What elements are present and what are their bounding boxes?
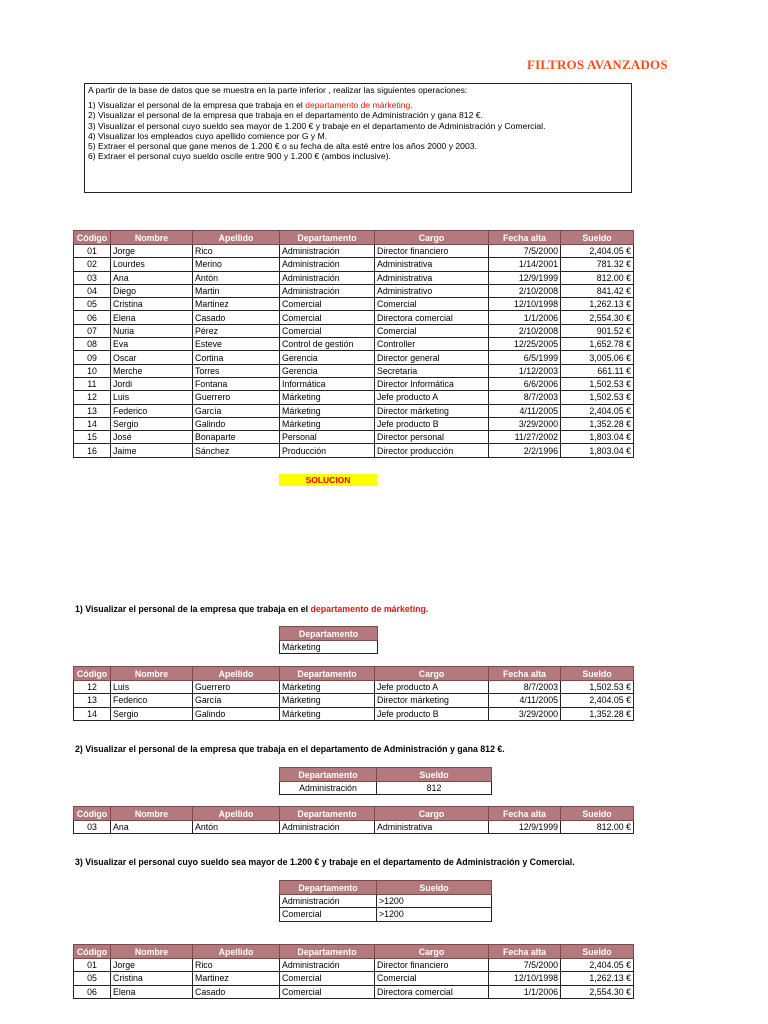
cell-fecha-alta[interactable]: 3/29/2000 [489,707,561,720]
cell-nombre[interactable]: Elena [111,985,193,998]
cell-codigo[interactable]: 12 [74,681,111,694]
cell-cargo[interactable]: Administrativa [375,271,489,284]
employee-database-table [73,230,634,458]
header-sueldo[interactable]: Sueldo [561,231,634,245]
header-fecha-alta[interactable]: Fecha alta [489,667,561,681]
cell-departamento[interactable]: Administración [280,245,375,258]
table-row [74,972,634,985]
cell-codigo[interactable]: 03 [74,821,111,834]
cell-codigo[interactable]: 08 [74,338,111,351]
header-codigo[interactable]: Código [74,231,111,245]
header-departamento[interactable]: Departamento [280,667,375,681]
cell-departamento[interactable]: Informática [280,377,375,390]
cell-departamento[interactable]: Márketing [280,417,375,430]
cell-cargo[interactable]: Directora comercial [375,311,489,324]
cell-fecha-alta[interactable]: 12/10/1998 [489,298,561,311]
cell-nombre[interactable]: Merche [111,364,193,377]
cell-fecha-alta[interactable]: 3/29/2000 [489,417,561,430]
cell-codigo[interactable]: 03 [74,271,111,284]
cell-apellido[interactable]: Esteve [193,338,280,351]
header-apellido[interactable]: Apellido [193,807,280,821]
cell-nombre[interactable]: Diego [111,284,193,297]
cell-apellido[interactable]: Torres [193,364,280,377]
cell-codigo[interactable]: 10 [74,364,111,377]
instruction-2: 2) Visualizar el personal de la empresa que trabaja en el departamento de Administración y gana 812 €. [88,110,483,121]
cell-sueldo[interactable]: 1,502.53 € [561,391,634,404]
table-row [74,338,634,351]
table-row [74,404,634,417]
cell-nombre[interactable]: Ana [111,821,193,834]
cell-apellido[interactable]: Martinez [193,972,280,985]
cell-codigo[interactable]: 13 [74,404,111,417]
cell-codigo[interactable]: 05 [74,298,111,311]
cell-apellido[interactable]: Martinez [193,298,280,311]
cell-nombre[interactable]: Jorge [111,959,193,972]
cell-fecha-alta[interactable]: 12/25/2005 [489,338,561,351]
cell-nombre[interactable]: Ana [111,271,193,284]
criteria-cell[interactable]: Administración [280,782,377,795]
cell-cargo[interactable]: Director financiero [375,245,489,258]
cell-codigo[interactable]: 12 [74,391,111,404]
cell-codigo[interactable]: 14 [74,707,111,720]
table-header-row [74,667,634,681]
table-row [74,377,634,390]
cell-sueldo[interactable]: 1,262.13 € [561,972,634,985]
cell-apellido[interactable]: Rico [193,959,280,972]
cell-cargo[interactable]: Directora comercial [375,985,489,998]
cell-sueldo[interactable]: 2,404.05 € [561,245,634,258]
cell-nombre[interactable]: Sergio [111,707,193,720]
header-departamento[interactable]: Departamento [280,945,375,959]
cell-cargo[interactable]: Jefe producto A [375,391,489,404]
table-row [74,431,634,444]
cell-cargo[interactable]: Controller [375,338,489,351]
criteria-cell[interactable]: Comercial [280,908,377,921]
cell-fecha-alta[interactable]: 2/2/1996 [489,444,561,457]
header-nombre[interactable]: Nombre [111,807,193,821]
cell-nombre[interactable]: Federico [111,404,193,417]
cell-apellido[interactable]: Merino [193,258,280,271]
cell-nombre[interactable]: Sergio [111,417,193,430]
cell-nombre[interactable]: Elena [111,311,193,324]
header-codigo[interactable]: Código [74,667,111,681]
criteria-header: Departamento [280,768,377,782]
table-header-row [74,231,634,245]
cell-cargo[interactable]: Jefe producto A [375,681,489,694]
cell-departamento[interactable]: Comercial [280,985,375,998]
cell-codigo[interactable]: 15 [74,431,111,444]
criteria-cell[interactable]: >1200 [377,895,492,908]
cell-fecha-alta[interactable]: 6/5/1999 [489,351,561,364]
header-cargo[interactable]: Cargo [375,807,489,821]
q3-result-table [73,944,634,999]
criteria-header: Departamento [280,881,377,895]
criteria-header: Sueldo [377,881,492,895]
cell-sueldo[interactable]: 2,404.05 € [561,959,634,972]
cell-fecha-alta[interactable]: 8/7/2003 [489,391,561,404]
cell-nombre[interactable]: Jaime [111,444,193,457]
header-departamento[interactable]: Departamento [280,231,375,245]
cell-departamento[interactable]: Administración [280,271,375,284]
table-row [74,985,634,998]
cell-cargo[interactable]: Administrativo [375,284,489,297]
cell-cargo[interactable]: Administrativa [375,258,489,271]
cell-cargo[interactable]: Director general [375,351,489,364]
cell-departamento[interactable]: Comercial [280,311,375,324]
cell-apellido[interactable]: Fontana [193,377,280,390]
instruction-1 [88,100,628,110]
header-apellido[interactable]: Apellido [193,231,280,245]
page-title: FILTROS AVANZADOS [527,57,668,72]
cell-nombre[interactable]: Luis [111,681,193,694]
criteria-cell[interactable]: Administración [280,895,377,908]
header-apellido[interactable]: Apellido [193,667,280,681]
cell-codigo[interactable]: 13 [74,694,111,707]
cell-codigo[interactable]: 07 [74,324,111,337]
cell-cargo[interactable]: Jefe producto B [375,707,489,720]
cell-sueldo[interactable]: 2,404.05 € [561,404,634,417]
cell-cargo[interactable]: Comercial [375,324,489,337]
cell-codigo[interactable]: 06 [74,985,111,998]
header-fecha-alta[interactable]: Fecha alta [489,807,561,821]
cell-cargo[interactable]: Administrativa [375,821,489,834]
cell-sueldo[interactable]: 661.11 € [561,364,634,377]
header-codigo[interactable]: Código [74,945,111,959]
cell-departamento[interactable]: Comercial [280,972,375,985]
q1-criteria-table [279,626,378,654]
cell-departamento[interactable]: Márketing [280,694,375,707]
cell-sueldo[interactable]: 2,404.05 € [561,694,634,707]
cell-sueldo[interactable]: 2,554.30 € [561,311,634,324]
criteria-cell[interactable]: >1200 [377,908,492,921]
criteria-row [280,908,492,921]
table-row [74,311,634,324]
table-row [74,444,634,457]
cell-fecha-alta[interactable]: 1/1/2006 [489,985,561,998]
cell-codigo[interactable]: 16 [74,444,111,457]
cell-departamento[interactable]: Comercial [280,324,375,337]
table-row [74,417,634,430]
cell-departamento[interactable]: Márketing [280,707,375,720]
cell-apellido[interactable]: Sánchez [193,444,280,457]
cell-sueldo[interactable]: 3,005.06 € [561,351,634,364]
cell-departamento[interactable]: Producción [280,444,375,457]
cell-fecha-alta[interactable]: 2/10/2008 [489,284,561,297]
header-codigo[interactable]: Código [74,807,111,821]
header-nombre[interactable]: Nombre [111,231,193,245]
cell-fecha-alta[interactable]: 7/5/2000 [489,245,561,258]
cell-nombre[interactable]: Jorge [111,245,193,258]
cell-departamento[interactable]: Personal [280,431,375,444]
table-row [74,258,634,271]
q2-result-table [73,806,634,834]
table-row [74,351,634,364]
cell-codigo[interactable]: 06 [74,311,111,324]
table-row [74,284,634,297]
cell-fecha-alta[interactable]: 12/10/1998 [489,972,561,985]
cell-departamento[interactable]: Gerencia [280,351,375,364]
solucion-label: SOLUCION [279,474,377,486]
table-row [74,694,634,707]
criteria-cell[interactable]: Márketing [280,641,378,654]
cell-departamento[interactable]: Administración [280,284,375,297]
cell-fecha-alta[interactable]: 4/11/2005 [489,404,561,417]
cell-nombre[interactable]: Eva [111,338,193,351]
cell-codigo[interactable]: 11 [74,377,111,390]
cell-sueldo[interactable]: 841.42 € [561,284,634,297]
cell-cargo[interactable]: Comercial [375,298,489,311]
table-row [74,298,634,311]
cell-fecha-alta[interactable]: 1/14/2001 [489,258,561,271]
q1-title [75,604,428,614]
cell-fecha-alta[interactable]: 6/6/2006 [489,377,561,390]
cell-fecha-alta[interactable]: 2/10/2008 [489,324,561,337]
instructions-intro: A partir de la base de datos que se muestra en la parte inferior , realizar las siguientes operaciones: [88,85,468,95]
instruction-3: 3) Visualizar el personal cuyo sueldo sea mayor de 1.200 € y trabaje en el departamento de Administración y Comercial. [88,120,546,131]
cell-apellido[interactable]: Guerrero [193,681,280,694]
cell-nombre[interactable]: Luis [111,391,193,404]
cell-sueldo[interactable]: 1,352.28 € [561,417,634,430]
cell-fecha-alta[interactable]: 11/27/2002 [489,431,561,444]
cell-apellido[interactable]: Guerrero [193,391,280,404]
table-header-row [74,945,634,959]
cell-apellido[interactable]: Cortina [193,351,280,364]
cell-nombre[interactable]: Lourdes [111,258,193,271]
q1-result-table [73,666,634,721]
instruction-4: 4) Visualizar los empleados cuyo apellido comience por G y M. [88,130,328,141]
cell-cargo[interactable]: Comercial [375,972,489,985]
cell-codigo[interactable]: 14 [74,417,111,430]
instruction-1-highlight: departamento de márketing. [305,100,413,111]
table-row [74,959,634,972]
cell-sueldo[interactable]: 1,652.78 € [561,338,634,351]
header-cargo[interactable]: Cargo [375,945,489,959]
header-fecha-alta[interactable]: Fecha alta [489,231,561,245]
q1-title-highlight: departamento de márketing. [310,604,429,614]
cell-codigo[interactable]: 09 [74,351,111,364]
criteria-header: Sueldo [377,768,492,782]
criteria-row [280,895,492,908]
header-fecha-alta[interactable]: Fecha alta [489,945,561,959]
cell-fecha-alta[interactable]: 1/12/2003 [489,364,561,377]
cell-nombre[interactable]: Nuria [111,324,193,337]
table-row [74,271,634,284]
header-sueldo[interactable]: Sueldo [561,807,634,821]
header-departamento[interactable]: Departamento [280,807,375,821]
cell-apellido[interactable]: Galindo [193,707,280,720]
cell-sueldo[interactable]: 1,803.04 € [561,431,634,444]
instruction-6: 6) Extraer el personal cuyo sueldo oscile entre 900 y 1.200 € (ambos inclusive). [88,151,391,162]
cell-sueldo[interactable]: 901.52 € [561,324,634,337]
table-row [74,245,634,258]
cell-sueldo[interactable]: 781.32 € [561,258,634,271]
cell-cargo[interactable]: Director personal [375,431,489,444]
cell-apellido[interactable]: Bonaparte [193,431,280,444]
cell-nombre[interactable]: José [111,431,193,444]
cell-apellido[interactable]: Casado [193,985,280,998]
instructions-box [84,83,632,193]
cell-departamento[interactable]: Márketing [280,681,375,694]
cell-apellido[interactable]: García [193,404,280,417]
cell-departamento[interactable]: Comercial [280,298,375,311]
cell-cargo[interactable]: Director márketing [375,404,489,417]
header-nombre[interactable]: Nombre [111,667,193,681]
cell-nombre[interactable]: Federico [111,694,193,707]
cell-codigo[interactable]: 05 [74,972,111,985]
cell-nombre[interactable]: Oscar [111,351,193,364]
cell-sueldo[interactable]: 2,554.30 € [561,985,634,998]
cell-departamento[interactable]: Márketing [280,404,375,417]
cell-cargo[interactable]: Director márketing [375,694,489,707]
cell-departamento[interactable]: Administración [280,821,375,834]
cell-cargo[interactable]: Director financiero [375,959,489,972]
cell-departamento[interactable]: Administración [280,258,375,271]
q3-criteria-table [279,880,492,922]
q3-title: 3) Visualizar el personal cuyo sueldo sea mayor de 1.200 € y trabaje en el departamento de Administración y Comercial. [75,857,575,867]
cell-fecha-alta[interactable]: 12/9/1999 [489,271,561,284]
cell-nombre[interactable]: Jordi [111,377,193,390]
cell-fecha-alta[interactable]: 12/9/1999 [489,821,561,834]
cell-nombre[interactable]: Cristina [111,972,193,985]
cell-fecha-alta[interactable]: 7/5/2000 [489,959,561,972]
q2-title: 2) Visualizar el personal de la empresa que trabaja en el departamento de Administración y gana 812 €. [75,744,505,754]
table-header-row [74,807,634,821]
cell-apellido[interactable]: Martin [193,284,280,297]
cell-sueldo[interactable]: 812.00 € [561,271,634,284]
table-row [74,391,634,404]
table-row [74,681,634,694]
criteria-header: Departamento [280,627,378,641]
criteria-row [280,782,492,795]
cell-cargo[interactable]: Director producción [375,444,489,457]
cell-sueldo[interactable]: 1,262.13 € [561,298,634,311]
q2-criteria-table [279,767,492,795]
header-nombre[interactable]: Nombre [111,945,193,959]
header-sueldo[interactable]: Sueldo [561,667,634,681]
table-row [74,707,634,720]
cell-departamento[interactable]: Márketing [280,391,375,404]
cell-apellido[interactable]: Pérez [193,324,280,337]
cell-codigo[interactable]: 01 [74,245,111,258]
criteria-cell[interactable]: 812 [377,782,492,795]
cell-sueldo[interactable]: 1,352.28 € [561,707,634,720]
cell-fecha-alta[interactable]: 8/7/2003 [489,681,561,694]
cell-apellido[interactable]: Galindo [193,417,280,430]
cell-codigo[interactable]: 02 [74,258,111,271]
cell-departamento[interactable]: Gerencia [280,364,375,377]
cell-apellido[interactable]: Casado [193,311,280,324]
header-cargo[interactable]: Cargo [375,667,489,681]
cell-cargo[interactable]: Secretaria [375,364,489,377]
table-row [74,821,634,834]
cell-codigo[interactable]: 01 [74,959,111,972]
cell-cargo[interactable]: Director Informática [375,377,489,390]
cell-apellido[interactable]: García [193,694,280,707]
cell-apellido[interactable]: Antón [193,821,280,834]
cell-sueldo[interactable]: 812.00 € [561,821,634,834]
cell-departamento[interactable]: Control de gestión [280,338,375,351]
instruction-5: 5) Extraer el personal que gane menos de 1.200 € o su fecha de alta esté entre los años 2000 y 2003. [88,141,477,152]
q1-title-text: 1) Visualizar el personal de la empresa que trabaja en el [75,604,311,614]
header-cargo[interactable]: Cargo [375,231,489,245]
cell-sueldo[interactable]: 1,502.53 € [561,681,634,694]
cell-sueldo[interactable]: 1,803.04 € [561,444,634,457]
cell-apellido[interactable]: Antón [193,271,280,284]
cell-sueldo[interactable]: 1,502.53 € [561,377,634,390]
cell-cargo[interactable]: Jefe producto B [375,417,489,430]
header-apellido[interactable]: Apellido [193,945,280,959]
cell-fecha-alta[interactable]: 4/11/2005 [489,694,561,707]
instruction-1-text: 1) Visualizar el personal de la empresa que trabaja en el [88,100,306,111]
table-row [74,364,634,377]
cell-nombre[interactable]: Cristina [111,298,193,311]
cell-codigo[interactable]: 04 [74,284,111,297]
header-sueldo[interactable]: Sueldo [561,945,634,959]
cell-fecha-alta[interactable]: 1/1/2006 [489,311,561,324]
cell-departamento[interactable]: Administración [280,959,375,972]
cell-apellido[interactable]: Rico [193,245,280,258]
table-row [74,324,634,337]
